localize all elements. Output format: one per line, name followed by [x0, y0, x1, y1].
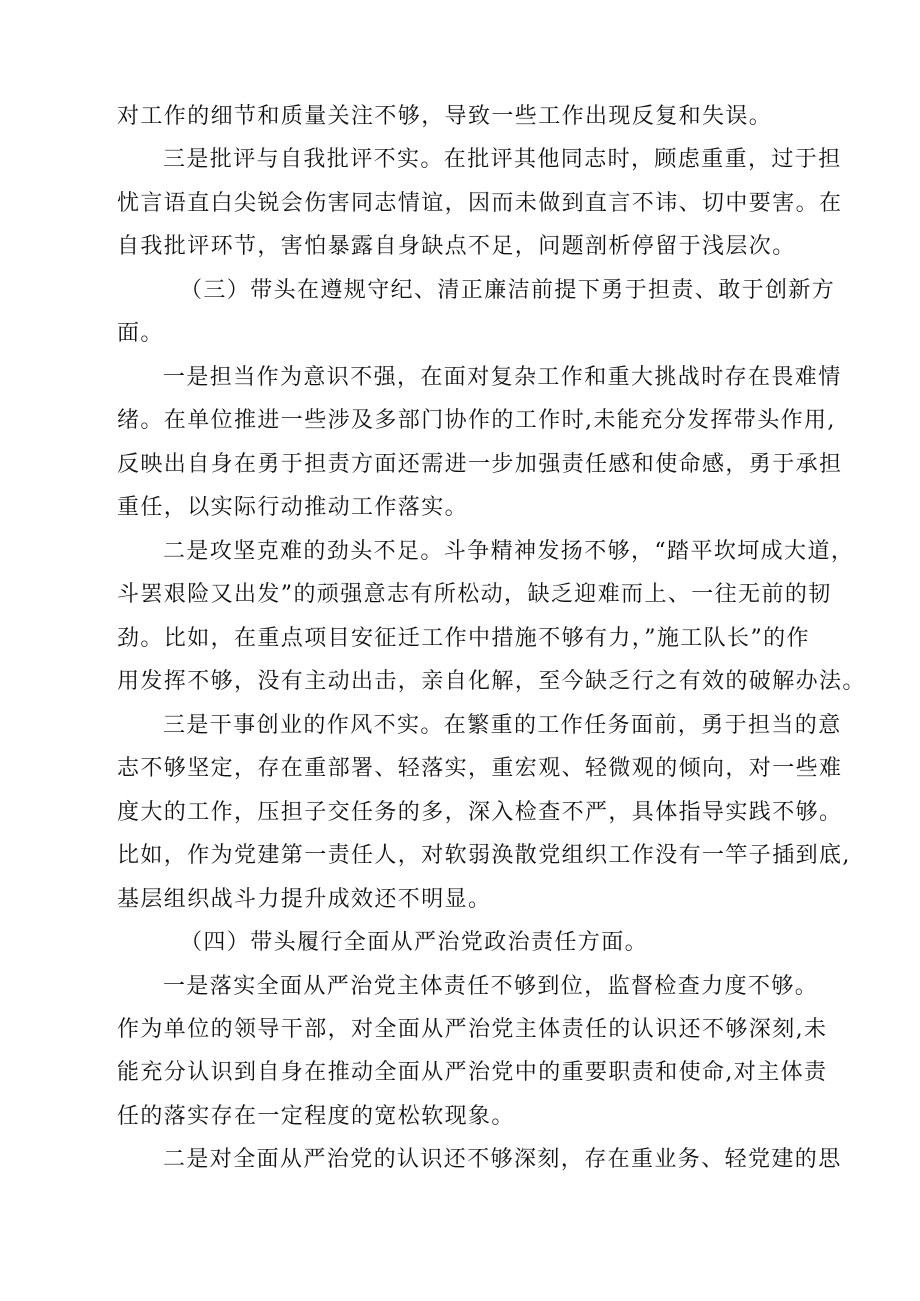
text-line: 基层组织战斗力提升成效还不明显。	[117, 887, 492, 912]
text-line: 二是对全面从严治党的认识还不够深刻，存在重业务、轻党建的思	[163, 1147, 842, 1172]
text-line: 自我批评环节，害怕暴露自身缺点不足，问题剖析停留于浅层次。	[117, 234, 796, 259]
text-line: 作为单位的领导干部，对全面从严治党主体责任的认识还不够深刻,未	[117, 1017, 828, 1042]
text-line: 二是攻坚克难的劲头不足。斗争精神发扬不够，“踏平坎坷成大道，	[163, 539, 855, 564]
text-line: 一是落实全面从严治党主体责任不够到位，监督检查力度不够。	[163, 974, 819, 999]
text-line: 志不够坚定，存在重部署、轻落实，重宏观、轻微观的倾向，对一些难	[117, 756, 843, 781]
text-line: 比如，作为党建第一责任人，对软弱涣散党组织工作没有一竿子插到底,	[117, 843, 851, 868]
text-line: 反映出自身在勇于担责方面还需进一步加强责任感和使命感，勇于承担	[117, 452, 843, 477]
text-line: 三是干事创业的作风不实。在繁重的工作任务面前，勇于担当的意	[163, 713, 842, 738]
text-line: 能充分认识到自身在推动全面从严治党中的重要职责和使命,对主体责	[117, 1060, 828, 1085]
text-line: 任的落实存在一定程度的宽松软现象。	[117, 1104, 515, 1129]
section-heading: （四）带头履行全面从严治党政治责任方面。	[180, 930, 649, 955]
text-line: 用发挥不够，没有主动出击，亲自化解，至今缺乏行之有效的破解办法。	[117, 669, 866, 694]
text-line: 重任，以实际行动推动工作落实。	[117, 495, 469, 520]
text-line: 一是担当作为意识不强，在面对复杂工作和重大挑战时存在畏难情	[163, 365, 842, 390]
text-line: 对工作的细节和质量关注不够，导致一些工作出现反复和失误。	[117, 104, 773, 129]
text-line: 度大的工作，压担子交任务的多，深入检查不严，具体指导实践不够。	[117, 800, 843, 825]
text-line: 三是批评与自我批评不实。在批评其他同志时，顾虑重重，过于担	[163, 147, 842, 172]
text-line: 斗罢艰险又出发”的顽强意志有所松动，缺乏迎难而上、一往无前的韧	[117, 582, 832, 607]
section-heading: 面。	[117, 321, 164, 346]
text-line: 绪。在单位推进一些涉及多部门协作的工作时,未能充分发挥带头作用,	[117, 408, 836, 433]
text-line: 劲。比如，在重点项目安征迁工作中措施不够有力，”施工队长”的作	[117, 626, 810, 651]
text-line: 忧言语直白尖锐会伤害同志情谊，因而未做到直言不讳、切中要害。在	[117, 191, 843, 216]
section-heading: （三）带头在遵规守纪、清正廉洁前提下勇于担责、敢于创新方	[180, 278, 836, 303]
